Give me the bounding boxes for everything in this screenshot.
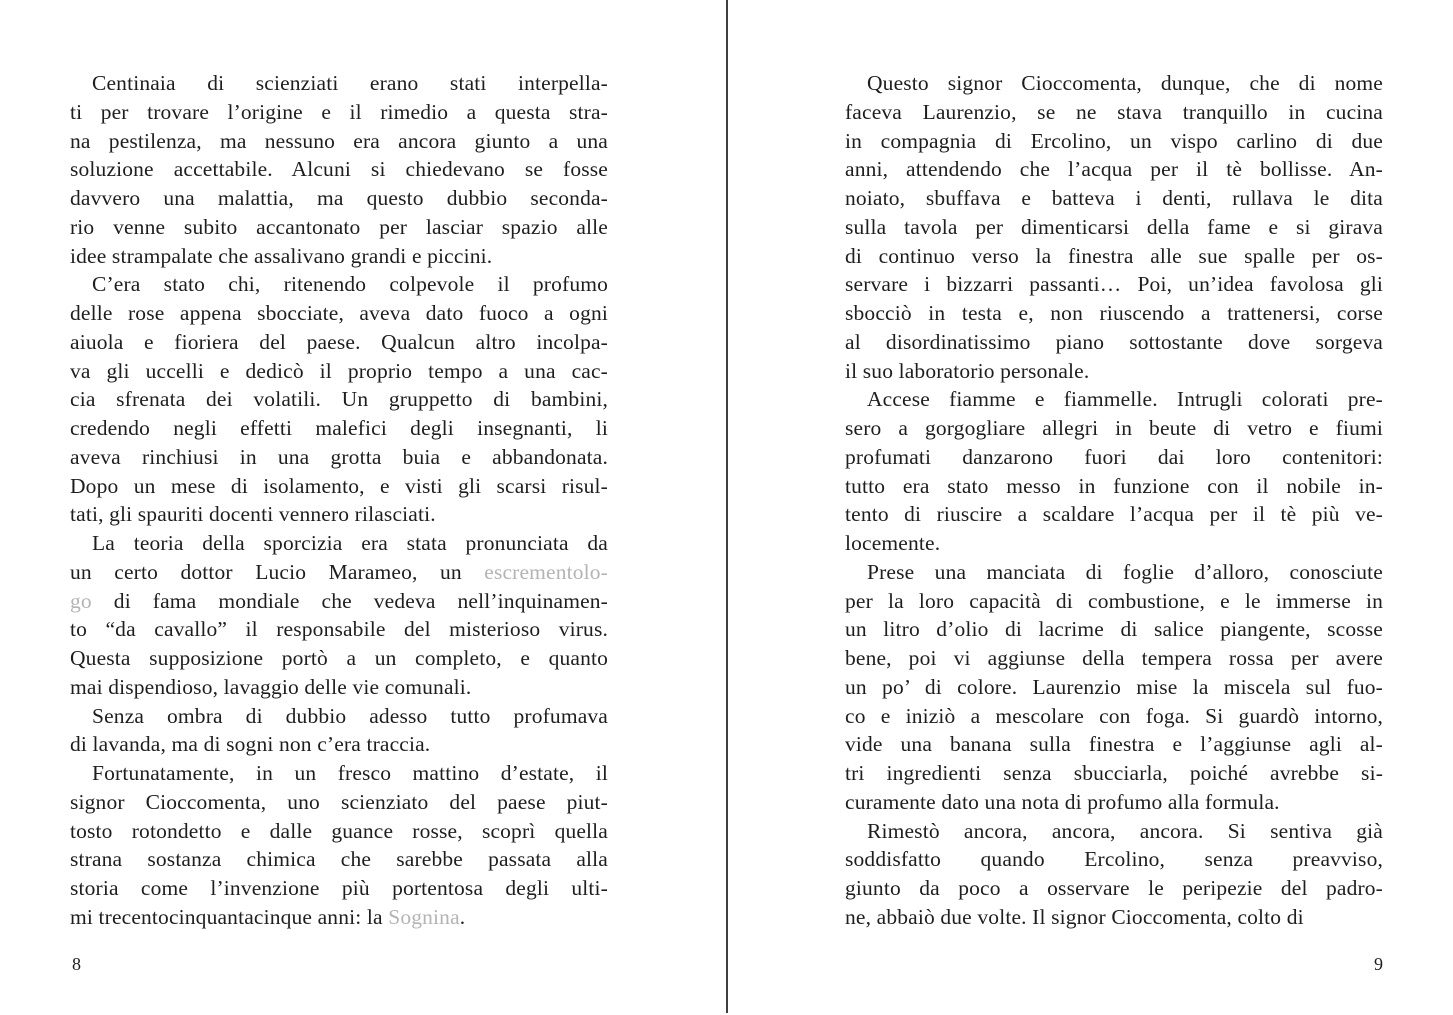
paragraph [70,270,608,529]
paragraph [845,385,1383,558]
text-segment: Centinaia di scienziati erano stati interpella- [92,71,608,95]
text-segment: di fama mondiale che vedeva nell’inquinamen- [91,588,608,613]
text-line [70,730,608,759]
paragraph [845,558,1383,817]
text-segment: di continuo verso la finestra alle sue spalle per os- [845,243,1383,268]
text-line [70,155,608,184]
text-line [70,529,608,558]
text-segment: noiato, sbuffava e batteva i denti, rullava le dita [845,186,1383,210]
text-line [845,817,1383,846]
text-segment: Rimestò ancora, ancora, ancora. Si sentiva già [867,818,1383,843]
text-line [845,242,1383,271]
text-segment: co e iniziò a mescolare con foga. Si guardò intorno, [845,703,1383,728]
text-segment: vide una banana sulla finestra e l’aggiunse agli al- [845,732,1383,757]
text-line [70,702,608,731]
text-segment: C’era stato chi, ritenendo colpevole il profumo [92,272,608,297]
text-segment: al disordinatissimo piano sottostante dove sorgeva [845,329,1383,354]
text-line [70,127,608,156]
text-line [845,615,1383,644]
page-right-text [845,69,1383,932]
text-line [845,759,1383,788]
text-segment: soddisfatto quando Ercolino, senza preavviso, [845,847,1383,872]
text-segment: delle rose appena sbocciate, aveva dato fuoco a ogni [70,301,608,325]
text-line [845,155,1383,184]
text-line [845,184,1383,213]
text-line [845,69,1383,98]
text-segment: tutto era stato messo in funzione con il nobile in- [845,473,1383,498]
text-line [70,903,608,932]
text-segment: Prese una manciata di foglie d’alloro, conosciute [867,559,1383,584]
text-segment: Accese fiamme e fiammelle. Intrugli colorati pre- [867,387,1383,412]
text-segment: profumati danzarono fuori dai loro contenitori: [845,444,1383,469]
text-segment: aiuola e fioriera del paese. Qualcun altro incolpa- [70,329,608,354]
text-segment: davvero una malattia, ma questo dubbio seconda- [70,186,608,210]
paragraph [845,817,1383,932]
text-segment: Dopo un mese di isolamento, e visti gli scarsi risul- [70,473,608,498]
text-line [70,673,608,702]
text-line [70,242,608,271]
highlighted-word: Sognina [388,904,460,929]
text-line [845,213,1383,242]
text-segment: . [459,904,466,929]
text-segment: va gli uccelli e dedicò il proprio tempo a una cac- [70,358,608,383]
text-line [845,903,1383,932]
text-segment: sbocciò in testa e, non riuscendo a trattenersi, corse [845,301,1383,325]
text-line [70,845,608,874]
text-segment: sulla tavola per dimenticarsi della fame e si girava [845,214,1383,239]
text-line [70,184,608,213]
text-line [845,385,1383,414]
text-line [70,443,608,472]
text-segment: sero a gorgogliare allegri in beute di vetro e fiumi [845,416,1383,440]
text-line [70,759,608,788]
text-line [70,817,608,846]
text-line [70,299,608,328]
text-line [70,615,608,644]
text-line [70,874,608,903]
text-segment: signor Cioccomenta, uno scienziato del paese piut- [70,789,608,814]
paragraph [70,529,608,702]
text-segment: strana sostanza chimica che sarebbe passata alla [70,847,608,872]
text-segment: tri ingredienti senza sbucciarla, poiché avrebbe si- [845,761,1383,785]
text-segment: di lavanda, ma di sogni non c’era traccia. [70,732,431,757]
text-line [70,270,608,299]
text-line [70,385,608,414]
page-left-text [70,69,608,932]
text-segment: tosto rotondetto e dalle guance rosse, scoprì quella [70,818,608,843]
text-segment: idee strampalate che assalivano grandi e piccini. [70,243,493,268]
text-line [845,472,1383,501]
paragraph [70,759,608,932]
paragraph [845,69,1383,385]
text-segment: un certo dottor Lucio Marameo, un [70,559,485,584]
text-segment: tento di riuscire a scaldare l’acqua per il tè più ve- [845,502,1383,527]
text-segment: bene, poi vi aggiunse della tempera rossa per avere [845,646,1383,670]
text-line [70,328,608,357]
text-line [70,472,608,501]
text-line [845,443,1383,472]
text-segment: un litro d’olio di lacrime di salice piangente, scosse [845,617,1383,642]
text-line [845,299,1383,328]
text-segment: soluzione accettabile. Alcuni si chiedevano se fosse [70,157,608,182]
text-line [845,270,1383,299]
text-line [845,845,1383,874]
text-segment: ti per trovare l’origine e il rimedio a questa stra- [70,99,608,124]
text-line [845,127,1383,156]
text-segment: credendo negli effetti malefici degli insegnanti, li [70,416,608,440]
highlighted-word: go [70,588,92,613]
text-segment: anni, attendendo che l’acqua per il tè bollisse. An- [845,157,1383,182]
text-line [70,558,608,587]
text-segment: na pestilenza, ma nessuno era ancora giunto a una [70,128,608,153]
text-line [845,702,1383,731]
text-segment: Questo signor Cioccomenta, dunque, che di nome [867,71,1383,95]
text-segment: faceva Laurenzio, se ne stava tranquillo in cucina [845,99,1383,124]
page-divider [726,0,728,1013]
text-line [845,587,1383,616]
text-segment: locemente. [845,531,941,555]
text-segment: aveva rinchiusi in una grotta buia e abbandonata. [70,444,608,469]
text-line [845,414,1383,443]
text-line [70,414,608,443]
text-line [70,357,608,386]
text-line [845,357,1383,386]
page-number-left: 8 [72,954,81,974]
text-segment: ne, abbaiò due volte. Il signor Cioccomenta, colto di [845,904,1304,929]
text-segment: tati, gli spauriti docenti vennero rilasciati. [70,502,436,527]
text-line [845,529,1383,558]
text-segment: il suo laboratorio personale. [845,358,1090,383]
text-segment: servare i bizzarri passanti… Poi, un’idea favolosa gli [845,272,1383,297]
text-segment: giunto da poco a osservare le peripezie del padro- [845,876,1383,900]
paragraph [70,69,608,270]
text-line [845,788,1383,817]
text-segment: to “da cavallo” il responsabile del misterioso virus. [70,617,608,642]
text-segment: curamente dato una nota di profumo alla formula. [845,789,1280,814]
page-number-right: 9 [1374,954,1383,974]
text-segment: Questa supposizione portò a un completo, e quanto [70,646,608,670]
text-segment: Senza ombra di dubbio adesso tutto profumava [92,703,608,728]
text-segment: cia sfrenata dei volatili. Un gruppetto di bambini, [70,387,608,412]
text-line [70,644,608,673]
text-segment: mi trecentocinquantacinque anni: la [70,904,389,929]
paragraph [70,702,608,760]
text-line [70,69,608,98]
text-line [845,98,1383,127]
text-line [845,673,1383,702]
highlighted-word: escrementolo- [484,559,608,584]
text-segment: rio venne subito accantonato per lasciar spazio alle [70,214,608,239]
text-line [70,587,608,616]
text-segment: La teoria della sporcizia era stata pronunciata da [92,531,608,555]
text-segment: in compagnia di Ercolino, un vispo carlino di due [845,128,1383,153]
text-line [845,730,1383,759]
text-line [70,98,608,127]
text-line [845,328,1383,357]
text-line [845,874,1383,903]
text-segment: Fortunatamente, in un fresco mattino d’estate, il [92,761,608,785]
text-line [70,500,608,529]
text-line [845,500,1383,529]
text-segment: storia come l’invenzione più portentosa degli ulti- [70,876,608,900]
text-segment: mai dispendioso, lavaggio delle vie comunali. [70,674,472,699]
text-line [70,213,608,242]
text-line [845,558,1383,587]
text-segment: per la loro capacità di combustione, e le immerse in [845,588,1383,613]
text-segment: un po’ di colore. Laurenzio mise la miscela sul fuo- [845,674,1383,699]
text-line [70,788,608,817]
text-line [845,644,1383,673]
